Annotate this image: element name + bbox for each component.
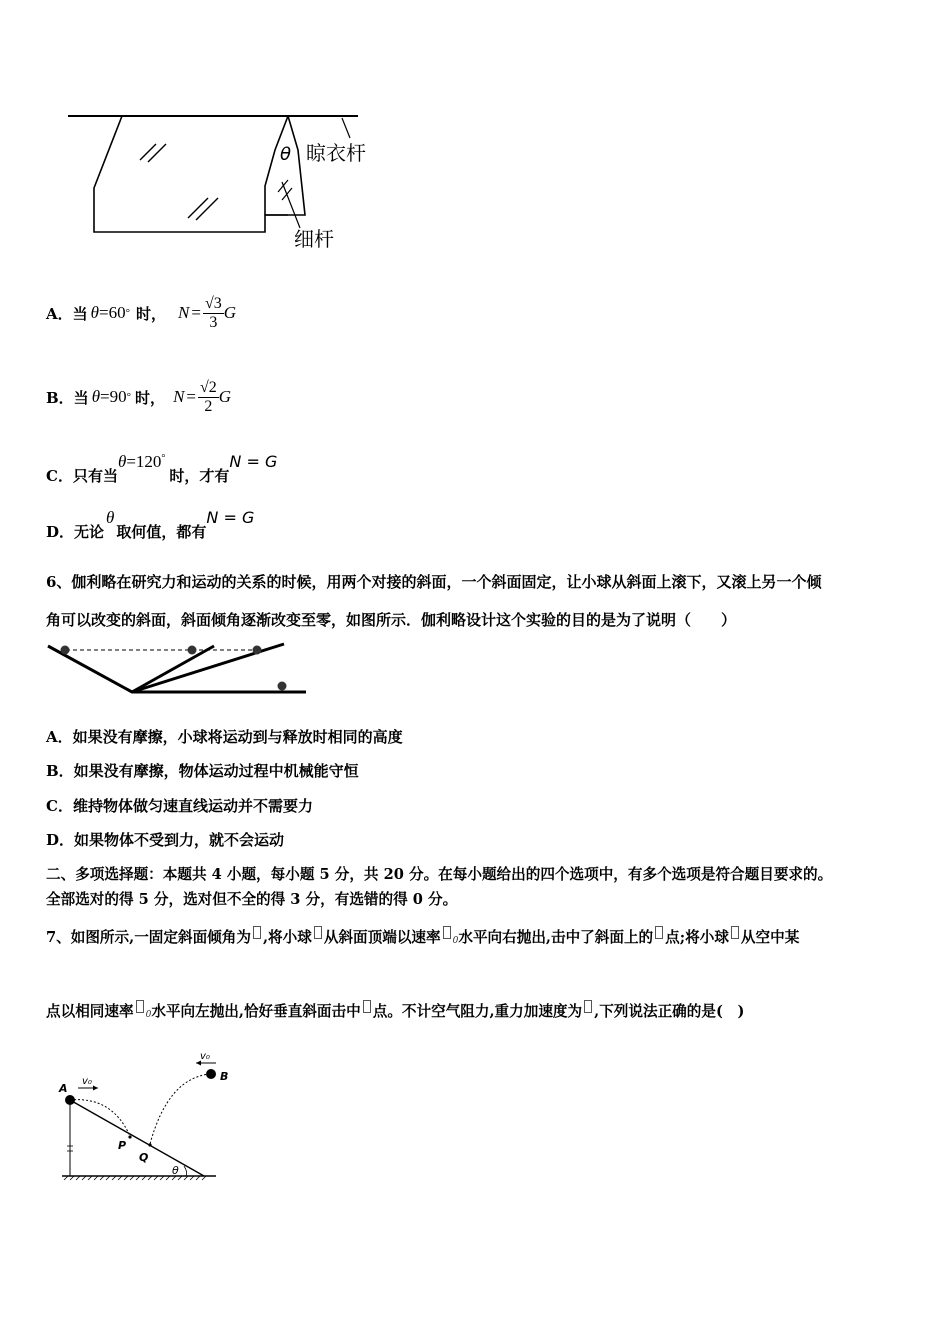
option-a-label: A．当 [46, 304, 88, 323]
q6-option-d: D．如果物体不受到力，就不会运动 [46, 831, 285, 849]
denominator: 3 [209, 313, 218, 331]
ball-b [206, 1069, 216, 1079]
g-symbol: G [241, 508, 255, 527]
hatch [196, 198, 218, 220]
q6-line1: 6、伽利略在研究力和运动的关系的时候，用两个对接的斜面，一个斜面固定，让小球从斜面上滚下，又滚上另一个倾 [46, 573, 822, 591]
rod-label: 晾衣杆 [306, 141, 366, 165]
degree-sign: ° [126, 391, 132, 403]
q6-option-a: A．如果没有摩擦，小球将运动到与释放时相同的高度 [46, 728, 403, 746]
theta-symbol: θ [91, 387, 101, 406]
degree-sign: ° [161, 453, 166, 464]
missing-glyph-icon [731, 926, 739, 939]
label-p: P [118, 1139, 127, 1152]
numerator: √2 [200, 378, 217, 396]
q7-text: 从空中某 [740, 929, 800, 946]
section2-line2: 全部选对的得 5 分，选对但不全的得 3 分，有选错的得 0 分。 [46, 891, 458, 908]
theta-label: θ [280, 144, 292, 165]
point-q [148, 1143, 151, 1146]
equals: = [191, 303, 201, 322]
incline-line [70, 1100, 204, 1176]
theta-symbol: θ [90, 303, 99, 322]
q7-text: 7、如图所示,一固定斜面倾角为 [46, 929, 251, 946]
label-v0-b: v₀ [200, 1051, 210, 1062]
q7-text: ,下列说法正确的是( ) [594, 1003, 745, 1020]
n-symbol: N [206, 508, 219, 527]
q7-text: 水平向左抛出,恰好垂直斜面击中 [151, 1003, 361, 1020]
result-group [229, 452, 277, 471]
angle-value: =90 [100, 387, 127, 406]
subscript-zero: 0 [452, 936, 459, 946]
q7-text: 水平向右抛出,击中了斜面上的 [458, 929, 654, 946]
n-symbol: N [178, 303, 190, 322]
label-v0-a: v₀ [82, 1076, 92, 1087]
denominator: 2 [204, 397, 213, 415]
option-c-mid: 时，才有 [169, 467, 230, 485]
q7-text: 点以相同速率 [46, 1003, 134, 1020]
n-symbol: N [173, 387, 185, 406]
g-symbol: G [223, 303, 237, 322]
label-theta: θ [172, 1164, 179, 1177]
degree-sign: ° [125, 307, 130, 319]
g-symbol: G [218, 387, 232, 406]
label-b: B [220, 1070, 229, 1083]
missing-glyph-icon [655, 926, 663, 939]
missing-glyph-icon [314, 926, 322, 939]
angle-arc [184, 1166, 187, 1176]
ball [253, 646, 262, 655]
q6-option-b: B．如果没有摩擦，物体运动过程中机械能守恒 [46, 762, 359, 780]
trajectory-b [150, 1074, 210, 1144]
fraction [198, 379, 219, 416]
q7-text: 点;将小球 [665, 929, 729, 946]
q6-option-c: C．维持物体做匀速直线运动并不需要力 [46, 797, 313, 815]
clothes-rod-figure [60, 100, 400, 260]
angle-value: =60 [99, 303, 126, 322]
n-symbol: N [229, 452, 242, 471]
point-p [128, 1135, 131, 1138]
q7-text: 点。不计空气阻力,重力加速度为 [372, 1003, 583, 1020]
subscript-zero: 0 [145, 1010, 152, 1020]
missing-glyph-icon [363, 1000, 371, 1013]
missing-glyph-icon [443, 926, 451, 939]
label-q: Q [139, 1151, 149, 1164]
q7-text: 从斜面顶端以速率 [323, 929, 441, 946]
galileo-incline-figure [44, 640, 314, 700]
missing-glyph-icon [253, 926, 261, 939]
theta-group [118, 452, 165, 472]
theta-symbol: θ [106, 508, 115, 527]
ball-a [65, 1095, 75, 1105]
option-b-mid: 时， [135, 388, 166, 407]
option-b-label: B．当 [46, 388, 89, 407]
thin-rod [265, 116, 305, 215]
option-a-mid: 时， [136, 304, 167, 323]
leader-line [342, 118, 350, 138]
option-d-mid: 取何值，都有 [116, 523, 207, 541]
fraction [203, 295, 224, 332]
ball [188, 646, 197, 655]
projectile-figure [56, 1048, 256, 1186]
q7-text: ,将小球 [262, 929, 312, 946]
option-d [46, 508, 254, 548]
numerator: √3 [204, 294, 222, 312]
thin-rod-label: 细杆 [294, 227, 334, 251]
option-b [46, 372, 231, 422]
missing-glyph-icon [584, 1000, 592, 1013]
q7-line2 [46, 1000, 744, 1021]
result-group [206, 508, 254, 527]
arrowhead [93, 1086, 98, 1091]
section2-line1: 二、多项选择题：本题共 4 小题，每小题 5 分，共 20 分。在每小题给出的四个选项中，有多个选项是符合题目要求的。 [46, 866, 833, 883]
equals: = [218, 508, 242, 527]
option-d-label: D．无论 [46, 523, 105, 541]
g-symbol: G [264, 452, 278, 471]
q7-line1 [46, 926, 799, 947]
hatch [188, 198, 208, 218]
fixed-incline [48, 646, 306, 692]
theta-symbol: θ [117, 452, 127, 471]
option-a [46, 288, 236, 338]
option-c-label: C．只有当 [46, 467, 118, 485]
q6-line2: 角可以改变的斜面，斜面倾角逐渐改变至零，如图所示．伽利略设计这个实验的目的是为了说明（ ） [46, 611, 737, 629]
hatch [148, 144, 166, 162]
label-a: A [59, 1082, 68, 1095]
missing-glyph-icon [136, 1000, 144, 1013]
equals: = [241, 452, 265, 471]
angle-value: =120 [126, 452, 162, 471]
ball [278, 682, 287, 691]
ball-start [61, 646, 70, 655]
option-c [46, 452, 277, 492]
equals: = [186, 387, 196, 406]
hatch [140, 144, 156, 160]
